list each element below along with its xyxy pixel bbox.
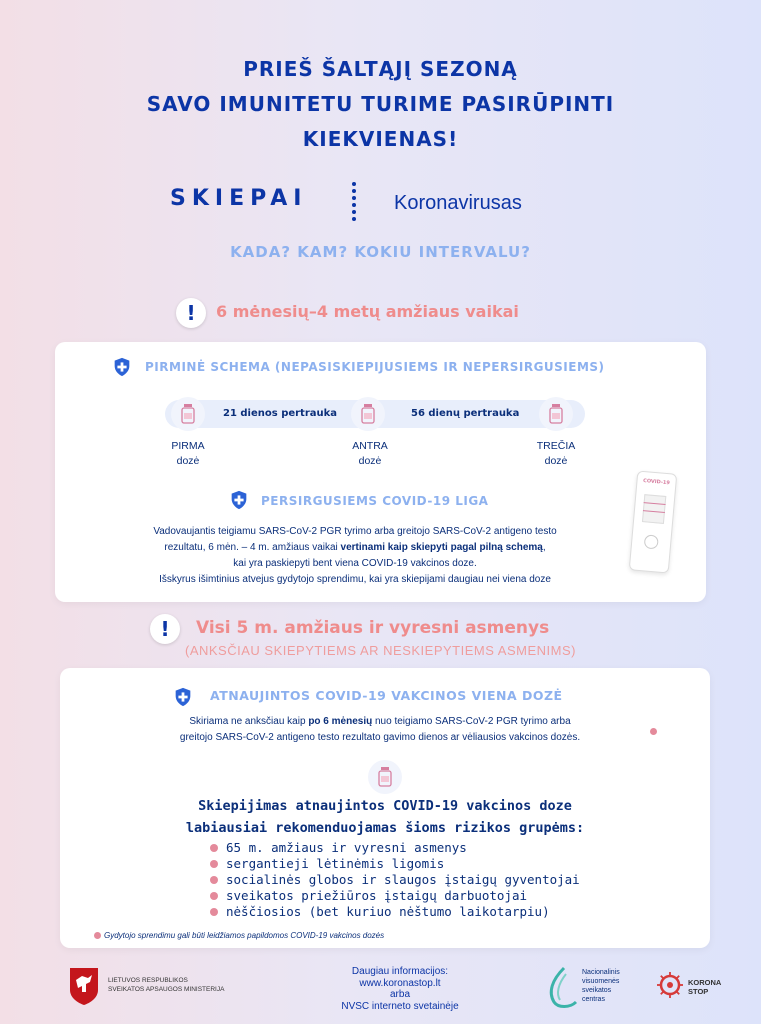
dose-3-word: dozė	[544, 455, 568, 467]
dose-3-number: TREČIA	[536, 440, 576, 452]
nvsc-logo-icon	[544, 964, 584, 1012]
recovered-text-line-2: rezultatu, 6 mėn. – 4 m. amžiaus vaikai vertinami kaip skiepyti pagal pilną schemą,	[164, 542, 546, 553]
updated-text	[90, 714, 670, 746]
vial-icon-3	[539, 397, 573, 431]
korona-stop-name: KORONA STOP	[688, 978, 722, 996]
recovered-text-line-3: kai yra paskiepyti bent viena COVID-19 vakcinos doze.	[233, 558, 477, 569]
recovered-text	[75, 524, 635, 588]
website-link[interactable]: www.koronastop.lt	[359, 977, 441, 989]
dose-1-word: dozė	[176, 455, 200, 467]
interval-2-label: 56 dienų pertrauka	[411, 408, 520, 419]
recovered-text-line-4: Išskyrus išimtinius atvejus gydytojo sprendimu, kai yra skiepijami daugiau nei viena doze	[159, 574, 551, 585]
dose-2-label	[340, 439, 400, 469]
section2-subheading: (ANKSČIAU SKIEPYTIEMS AR NESKIEPYTIEMS ASMENIMS)	[185, 643, 576, 658]
title-line-2: SAVO IMUNITETU TURIME PASIRŪPINTI	[146, 92, 615, 116]
updated-text-line-2: greitojo SARS-CoV-2 antigeno testo rezultato gavimo dienos ar vėliausios vakcinos dozės.	[179, 732, 581, 743]
koronavirusas-label: Koronavirusas	[394, 192, 522, 214]
highlight-text: vertinami kaip skiepyti pagal pilną schemą	[340, 542, 543, 553]
exclamation-icon: !	[176, 298, 206, 328]
shield-plus-icon	[172, 686, 194, 708]
title-line-1: PRIEŠ ŠALTĄJĮ SEZONĄ	[243, 57, 518, 81]
interval-1-label: 21 dienos pertrauka	[223, 408, 338, 419]
recovered-text-line-1: Vadovaujantis teigiamu SARS-CoV-2 PGR tyrimo arba greitojo SARS-CoV-2 antigeno testo	[153, 526, 557, 537]
korona-stop-logo-icon	[656, 971, 684, 999]
dose-1-label	[158, 439, 218, 469]
card-children	[55, 342, 706, 602]
list-item: socialinės globos ir slaugos įstaigų gyventojai	[208, 872, 580, 888]
page-title	[0, 52, 761, 157]
dotted-divider	[352, 182, 356, 226]
nvsc-name: Nacionalinis visuomenės sveikatos centras	[582, 969, 620, 1003]
info-line-4: NVSC interneto svetainėje	[341, 1000, 459, 1012]
shield-plus-icon	[111, 356, 133, 378]
card-adults	[60, 668, 710, 948]
updated-vaccine-title: ATNAUJINTOS COVID-19 VAKCINOS VIENA DOZĖ	[210, 688, 563, 703]
list-item: nėščiosios (bet kuriuo nėštumo laikotarpiu)	[208, 904, 580, 920]
section2-heading: Visi 5 m. amžiaus ir vyresni asmenys	[196, 618, 550, 638]
more-info	[320, 966, 480, 1012]
updated-text-line-1: Skiriama ne anksčiau kaip po 6 mėnesių nuo teigiamo SARS-CoV-2 PGR tyrimo arba	[189, 716, 571, 727]
skiepai-row	[0, 182, 761, 224]
footnote: Gydytojo sprendimu gali būti leidžiamos papildomos COVID-19 vakcinos dozės	[104, 931, 385, 940]
recommendation-line-1: Skiepijimas atnaujintos COVID-19 vakcinos doze	[198, 798, 572, 814]
dose-3-label	[526, 439, 586, 469]
info-line-3: arba	[389, 989, 410, 1000]
section1-heading: 6 mėnesių–4 metų amžiaus vaikai	[216, 302, 519, 321]
recommendation-heading	[60, 795, 710, 839]
info-line-1: Daugiau informacijos:	[351, 966, 449, 977]
highlight-text: po 6 mėnesių	[308, 716, 373, 727]
recommendation-line-2: labiausiai rekomenduojamas šioms rizikos grupėms:	[185, 820, 585, 836]
exclamation-icon: !	[150, 614, 180, 644]
dose-1-number: PIRMA	[171, 440, 205, 452]
ministry-logo	[68, 966, 225, 1010]
vial-icon-1	[171, 397, 205, 431]
list-item: sveikatos priežiūros įstaigų darbuotojai	[208, 888, 580, 904]
decorative-dot	[650, 728, 657, 735]
skiepai-label: SKIEPAI	[170, 186, 308, 211]
list-item: sergantieji lėtinėmis ligomis	[208, 856, 580, 872]
recovered-title: PERSIRGUSIEMS COVID-19 LIGA	[261, 494, 489, 508]
shield-plus-icon	[228, 489, 250, 511]
question-subtitle: KADA? KAM? KOKIU INTERVALU?	[230, 243, 531, 261]
test-kit-icon: COVID-19	[629, 470, 678, 573]
vial-icon	[368, 760, 402, 794]
list-item: 65 m. amžiaus ir vyresni asmenys	[208, 840, 580, 856]
ministry-name: LIETUVOS RESPUBLIKOS SVEIKATOS APSAUGOS MINISTERIJA	[108, 977, 225, 993]
dose-2-number: ANTRA	[352, 440, 388, 452]
vial-icon-2	[351, 397, 385, 431]
dose-2-word: dozė	[358, 455, 382, 467]
coat-of-arms-icon	[68, 966, 100, 1006]
risk-groups-list	[208, 840, 580, 920]
primary-schema-title: PIRMINĖ SCHEMA (NEPASISKIEPIJUSIEMS IR NEPERSIRGUSIEMS)	[145, 360, 605, 374]
title-line-3: KIEKVIENAS!	[302, 127, 459, 151]
